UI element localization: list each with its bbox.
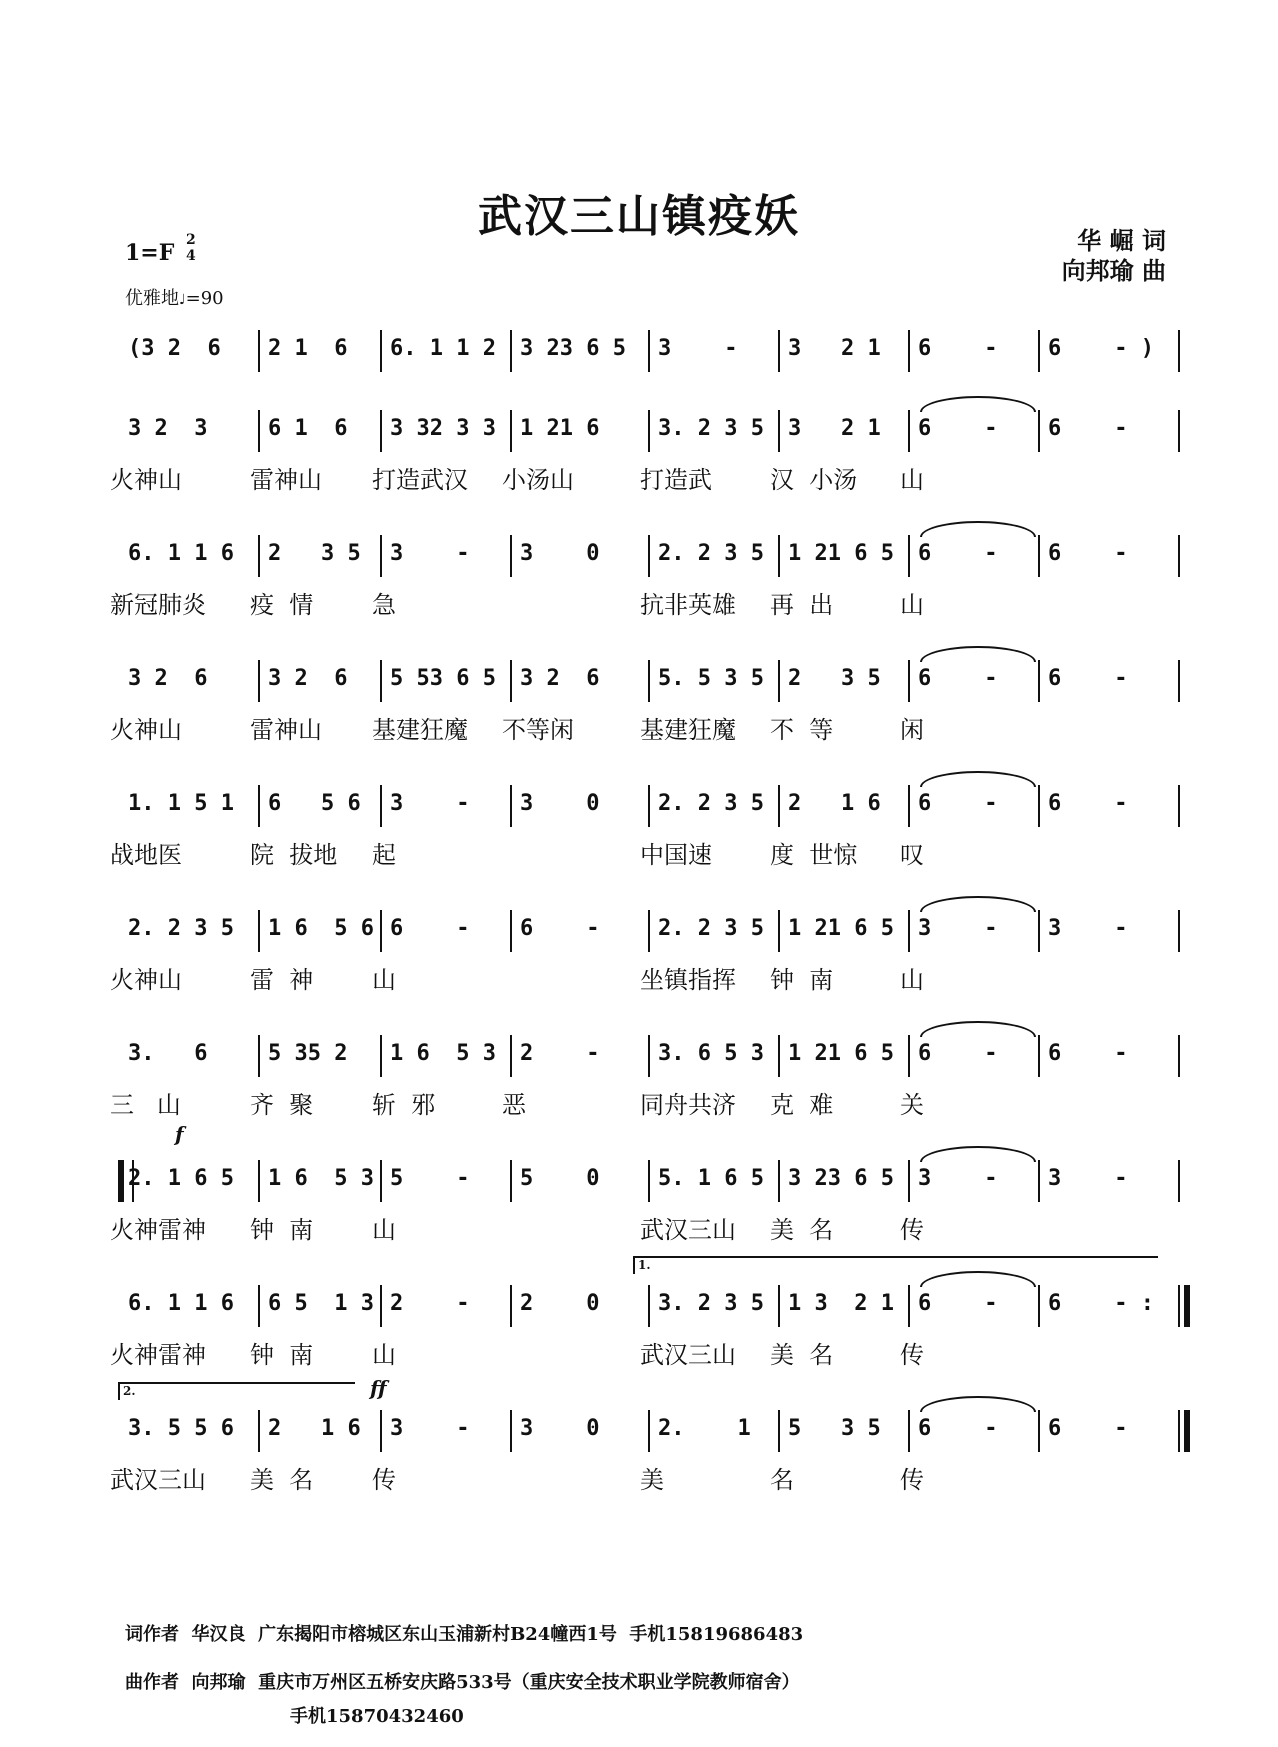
measure: 2 0 (520, 1291, 600, 1316)
barline (778, 660, 780, 702)
barline (1038, 1160, 1040, 1202)
lyric-segment: 传 (900, 1216, 924, 1244)
measure: 3 0 (520, 541, 600, 566)
notation-line (118, 1035, 1178, 1075)
barline (778, 785, 780, 827)
barline (380, 535, 382, 577)
lyric-segment: 闲 (900, 716, 924, 744)
barline (648, 660, 650, 702)
composer-credit: 向邦瑜 曲 (1061, 256, 1166, 285)
lyricist-credit: 华 崛 词 (1077, 226, 1166, 255)
barline (258, 1410, 260, 1452)
measure: 6 5 1 3 (268, 1291, 374, 1316)
lyric-segment: 火神山 (110, 466, 182, 494)
lyric-segment: 再 出 (770, 591, 834, 619)
lyric-segment: 汉 小汤 (770, 466, 858, 494)
time-sig-bottom: 4 (186, 248, 196, 264)
barline (908, 1285, 910, 1327)
lyric-segment: 新冠肺炎 (110, 591, 206, 619)
barline (778, 1285, 780, 1327)
measure: 1. 1 5 1 (128, 791, 234, 816)
measure: 6. 1 1 6 (128, 541, 234, 566)
barline (648, 785, 650, 827)
barline (510, 1035, 512, 1077)
measure: 5 35 2 (268, 1041, 348, 1066)
measure: 3 2 3 (128, 416, 208, 441)
tie-arc (920, 1021, 1036, 1037)
lyric-segment: 斩 邪 (372, 1091, 436, 1119)
measure: 2. 2 3 5 (658, 541, 764, 566)
lyric-segment: 美 (640, 1466, 664, 1494)
lyric-segment: 钟 南 (250, 1216, 314, 1244)
barline (778, 1035, 780, 1077)
measure: 2 3 5 (268, 541, 361, 566)
lyric-segment: 不等闲 (502, 716, 574, 744)
barline (1038, 1285, 1040, 1327)
measure: 6 - (1048, 1041, 1128, 1066)
barline (1038, 660, 1040, 702)
measure: 3 - (918, 916, 998, 941)
measure: 1 21 6 5 (788, 541, 894, 566)
lyric-segment: 雷神山 (250, 466, 322, 494)
barline (648, 1285, 650, 1327)
tempo-value: =90 (185, 288, 224, 309)
barline (908, 910, 910, 952)
measure: 2. 1 (658, 1416, 751, 1441)
measure: 6 - : (1048, 1291, 1154, 1316)
lyric-segment: 火神山 (110, 716, 182, 744)
tempo-marking (125, 284, 224, 310)
lyric-segment: 起 (372, 841, 396, 869)
notation-line (118, 785, 1178, 825)
measure: 3 - (390, 541, 470, 566)
measure: 6 - ) (1048, 336, 1154, 361)
measure: 3 2 1 (788, 416, 881, 441)
barline (908, 1035, 910, 1077)
barline (380, 1160, 382, 1202)
measure: 3. 2 3 5 (658, 1291, 764, 1316)
lyric-segment: 钟 南 (770, 966, 834, 994)
lyric-segment: 武汉三山 (110, 1466, 206, 1494)
measure: 3 - (390, 791, 470, 816)
tie-arc (920, 396, 1036, 412)
barline (510, 535, 512, 577)
measure: 6. 1 1 6 (128, 1291, 234, 1316)
barline (258, 1285, 260, 1327)
measure: 5 3 5 (788, 1416, 881, 1441)
measure: 1 6 5 3 (268, 1166, 374, 1191)
lyric-segment: 打造武 (640, 466, 712, 494)
barline (380, 330, 382, 372)
barline (510, 1410, 512, 1452)
measure: 3 23 6 5 (788, 1166, 894, 1191)
measure: 3 0 (520, 1416, 600, 1441)
barline (1178, 535, 1180, 577)
volta-second: 2. (118, 1382, 355, 1400)
measure: 2 3 5 (788, 666, 881, 691)
barline (778, 410, 780, 452)
measure: 6 - (1048, 416, 1128, 441)
lyric-segment: 钟 南 (250, 1341, 314, 1369)
notation-line (118, 330, 1178, 370)
measure: 2 - (520, 1041, 600, 1066)
lyric-segment: 关 (900, 1091, 924, 1119)
barline (1178, 1160, 1180, 1202)
barline (380, 910, 382, 952)
song-title: 武汉三山镇疫妖 (478, 191, 800, 242)
forte-mark: f (175, 1122, 184, 1146)
measure: 6 - (918, 336, 998, 361)
lyric-segment: 院 拔地 (250, 841, 338, 869)
tie-arc (920, 771, 1036, 787)
barline (908, 1410, 910, 1452)
measure: 2 1 6 (268, 336, 348, 361)
measure: 3 23 6 5 (520, 336, 626, 361)
measure: 3 32 3 3 (390, 416, 496, 441)
lyric-segment: 战地医 (110, 841, 182, 869)
notation-line (118, 1410, 1178, 1450)
barline (510, 660, 512, 702)
lyric-segment: 美 名 (770, 1216, 834, 1244)
lyric-segment: 山 (372, 966, 396, 994)
barline (648, 1410, 650, 1452)
measure: 6 - (918, 1291, 998, 1316)
tie-arc (920, 646, 1036, 662)
barline (1038, 535, 1040, 577)
measure: 6 - (1048, 791, 1128, 816)
measure: 3 2 6 (520, 666, 600, 691)
notation-line (118, 535, 1178, 575)
measure: 1 21 6 5 (788, 916, 894, 941)
measure: 6 - (918, 666, 998, 691)
measure: 5 - (390, 1166, 470, 1191)
barline (1178, 1410, 1190, 1452)
lyric-segment: 山 (372, 1216, 396, 1244)
lyric-segment: 火神雷神 (110, 1341, 206, 1369)
barline (380, 660, 382, 702)
lyric-segment: 雷 神 (250, 966, 314, 994)
barline (908, 410, 910, 452)
measure: 3 - (1048, 916, 1128, 941)
lyric-segment: 恶 (502, 1091, 526, 1119)
notation-line (118, 1285, 1178, 1325)
measure: 3. 5 5 6 (128, 1416, 234, 1441)
lyric-segment: 名 (770, 1466, 794, 1494)
barline (258, 660, 260, 702)
lyric-segment: 基建狂魔 (640, 716, 736, 744)
barline (1038, 785, 1040, 827)
measure: 5 53 6 5 (390, 666, 496, 691)
barline (908, 660, 910, 702)
measure: 6 - (1048, 666, 1128, 691)
barline (380, 1035, 382, 1077)
barline (380, 1285, 382, 1327)
measure: 2. 2 3 5 (128, 916, 234, 941)
lyric-segment: 山 (900, 591, 924, 619)
measure: 6 - (1048, 541, 1128, 566)
lyric-segment: 山 (900, 966, 924, 994)
lyric-segment: 山 (372, 1341, 396, 1369)
measure: 2 1 6 (788, 791, 881, 816)
measure: 3. 6 (128, 1041, 208, 1066)
measure: 3 2 6 (128, 666, 208, 691)
barline (778, 910, 780, 952)
tie-arc (920, 1396, 1036, 1412)
measure: 6. 1 1 2 (390, 336, 496, 361)
measure: 2. 2 3 5 (658, 791, 764, 816)
measure: 3. 6 5 3 (658, 1041, 764, 1066)
barline (510, 330, 512, 372)
barline (1038, 910, 1040, 952)
measure: 3 2 1 (788, 336, 881, 361)
barline (1038, 330, 1040, 372)
lyric-segment: 急 (372, 591, 396, 619)
barline (1038, 1410, 1040, 1452)
barline (908, 330, 910, 372)
lyric-segment: 武汉三山 (640, 1216, 736, 1244)
measure: 6 5 6 (268, 791, 361, 816)
lyric-segment: 传 (900, 1466, 924, 1494)
fortissimo-mark: ff (370, 1376, 387, 1400)
barline (778, 1410, 780, 1452)
measure: 3 2 6 (268, 666, 348, 691)
quarter-note-icon: ♩ (179, 292, 186, 308)
notation-line (118, 660, 1178, 700)
measure: 6 - (918, 791, 998, 816)
measure: 6 - (918, 1416, 998, 1441)
measure: 1 6 5 3 (390, 1041, 496, 1066)
measure: 1 21 6 (520, 416, 600, 441)
barline (1178, 910, 1180, 952)
lyric-segment: 山 (900, 466, 924, 494)
measure: 2 - (390, 1291, 470, 1316)
barline (380, 785, 382, 827)
barline (258, 330, 260, 372)
lyric-segment: 美 名 (250, 1466, 314, 1494)
measure: 1 6 5 6 (268, 916, 374, 941)
lyric-segment: 齐 聚 (250, 1091, 314, 1119)
measure: 5 0 (520, 1166, 600, 1191)
tempo-text: 优雅地 (125, 288, 179, 309)
barline (258, 410, 260, 452)
notation-line (118, 1160, 1178, 1200)
barline (1178, 1285, 1190, 1327)
barline (1178, 785, 1180, 827)
barline (258, 1035, 260, 1077)
barline (778, 330, 780, 372)
measure: 6 - (918, 416, 998, 441)
credits (1062, 226, 1166, 286)
lyric-segment: 度 世惊 (770, 841, 858, 869)
lyric-segment: 疫 情 (250, 591, 314, 619)
barline (510, 785, 512, 827)
lyric-segment: 武汉三山 (640, 1341, 736, 1369)
tie-arc (920, 521, 1036, 537)
barline (258, 1160, 260, 1202)
barline (908, 785, 910, 827)
measure: 6 - (390, 916, 470, 941)
measure: 6 1 6 (268, 416, 348, 441)
measure: 6 - (918, 541, 998, 566)
lyric-segment: 叹 (900, 841, 924, 869)
lyric-segment: 小汤山 (502, 466, 574, 494)
lyric-segment: 传 (372, 1466, 396, 1494)
barline (258, 535, 260, 577)
barline (648, 1035, 650, 1077)
lyric-segment: 三 山 (110, 1091, 181, 1119)
barline (648, 330, 650, 372)
barline (510, 1160, 512, 1202)
barline (648, 410, 650, 452)
barline (510, 410, 512, 452)
lyric-segment: 传 (900, 1341, 924, 1369)
lyric-segment: 火神雷神 (110, 1216, 206, 1244)
lyric-segment: 坐镇指挥 (640, 966, 736, 994)
lyric-segment: 抗非英雄 (640, 591, 736, 619)
measure: 3 - (918, 1166, 998, 1191)
tie-arc (920, 1146, 1036, 1162)
time-sig-top: 2 (186, 232, 196, 248)
key-signature: 1=F (125, 240, 175, 266)
barline (258, 910, 260, 952)
tie-arc (920, 896, 1036, 912)
time-signature (186, 232, 196, 264)
measure: (3 2 6 (128, 336, 221, 361)
barline (1178, 330, 1180, 372)
lyric-segment: 不 等 (770, 716, 834, 744)
composer-phone: 手机15870432460 (290, 1706, 464, 1727)
barline (1038, 1035, 1040, 1077)
measure: 1 21 6 5 (788, 1041, 894, 1066)
barline (258, 785, 260, 827)
barline (648, 535, 650, 577)
lyric-segment: 火神山 (110, 966, 182, 994)
measure: 5. 5 3 5 (658, 666, 764, 691)
volta-first: 1. (633, 1256, 1158, 1274)
barline (380, 410, 382, 452)
lyric-segment: 雷神山 (250, 716, 322, 744)
barline (908, 1160, 910, 1202)
lyric-segment: 同舟共济 (640, 1091, 736, 1119)
measure: 6 - (1048, 1416, 1128, 1441)
measure: 6 - (520, 916, 600, 941)
measure: 3 - (390, 1416, 470, 1441)
measure: 5. 1 6 5 (658, 1166, 764, 1191)
lyricist-footer: 词作者 华汉良 广东揭阳市榕城区东山玉浦新村B24幢西1号 手机15819686483 (125, 1624, 804, 1645)
composer-footer: 曲作者 向邦瑜 重庆市万州区五桥安庆路533号（重庆安全技术职业学院教师宿舍） (125, 1672, 800, 1693)
barline (1178, 1035, 1180, 1077)
notation-line (118, 910, 1178, 950)
barline (778, 535, 780, 577)
measure: 3 0 (520, 791, 600, 816)
barline (1178, 410, 1180, 452)
measure: 2. 2 3 5 (658, 916, 764, 941)
barline (510, 1285, 512, 1327)
barline (1178, 660, 1180, 702)
notation-line (118, 410, 1178, 450)
barline (778, 1160, 780, 1202)
lyric-segment: 打造武汉 (372, 466, 468, 494)
measure: 3 - (658, 336, 738, 361)
barline (1038, 410, 1040, 452)
measure: 6 - (918, 1041, 998, 1066)
barline (510, 910, 512, 952)
measure: 1 3 2 1 (788, 1291, 894, 1316)
measure: 3. 2 3 5 (658, 416, 764, 441)
measure: 3 - (1048, 1166, 1128, 1191)
barline (908, 535, 910, 577)
barline (648, 1160, 650, 1202)
lyric-segment: 美 名 (770, 1341, 834, 1369)
lyric-segment: 中国速 (640, 841, 712, 869)
lyric-segment: 基建狂魔 (372, 716, 468, 744)
barline (380, 1410, 382, 1452)
barline (648, 910, 650, 952)
measure: 2 1 6 (268, 1416, 361, 1441)
lyric-segment: 克 难 (770, 1091, 834, 1119)
measure: 2. 1 6 5 (128, 1166, 234, 1191)
